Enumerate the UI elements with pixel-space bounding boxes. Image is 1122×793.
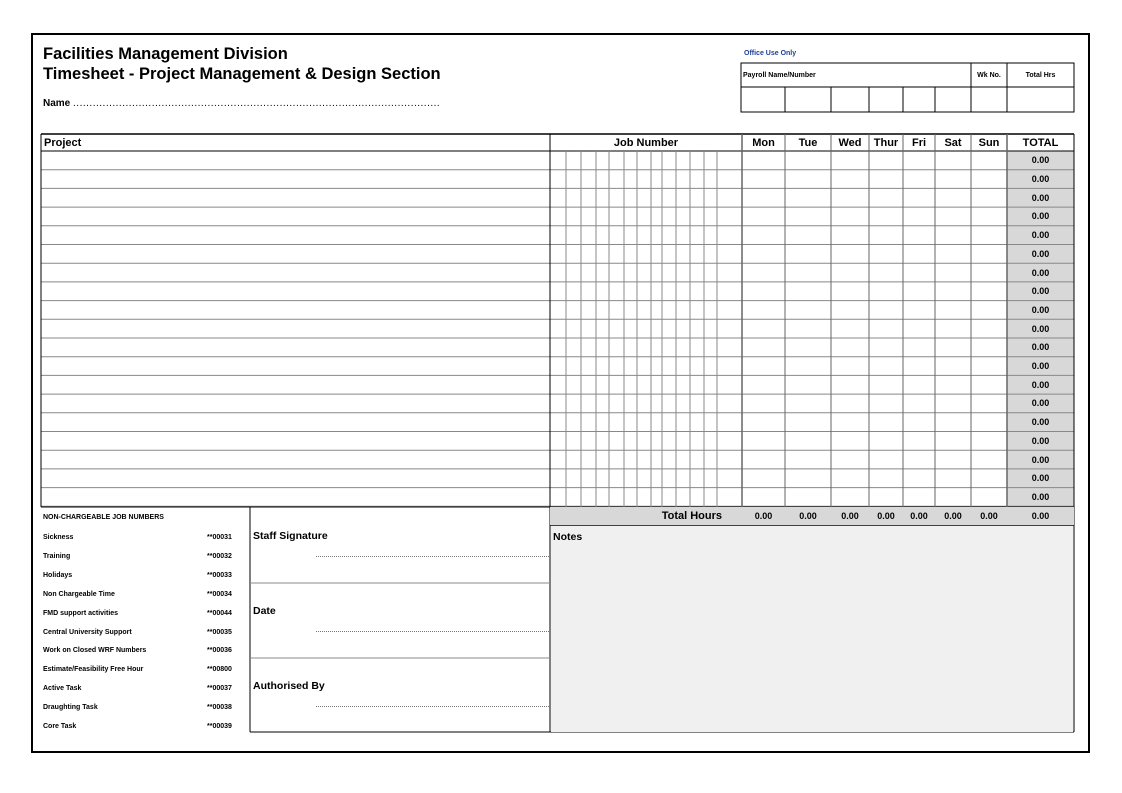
row-total: 0.00 (1031, 267, 1050, 278)
total-header: TOTAL (1022, 136, 1059, 149)
non-chargeable-title: NON-CHARGEABLE JOB NUMBERS (43, 514, 164, 521)
row-total: 0.00 (1031, 398, 1050, 409)
day-total-wed: 0.00 (831, 507, 869, 525)
day-header-fri: Fri (911, 136, 927, 149)
authorised-by-label: Authorised By (253, 680, 325, 692)
row-total: 0.00 (1031, 454, 1050, 465)
non-chargeable-code: **00044 (207, 609, 232, 617)
row-total: 0.00 (1031, 174, 1050, 185)
non-chargeable-code: **00038 (207, 704, 232, 712)
day-header-sun: Sun (978, 136, 1000, 149)
total-hours-label: Total Hours (550, 507, 742, 525)
project-header: Project (44, 136, 82, 149)
notes-label: Notes (553, 531, 583, 543)
day-header-wed: Wed (838, 136, 862, 149)
row-total: 0.00 (1031, 417, 1050, 428)
day-total-thur: 0.00 (869, 507, 903, 525)
non-chargeable-code: **00034 (207, 590, 232, 598)
non-chargeable-code: **00800 (207, 666, 232, 674)
non-chargeable-label: FMD support activities (43, 609, 119, 617)
non-chargeable-code: **00035 (207, 628, 232, 636)
timesheet-title: Timesheet - Project Management & Design Section (43, 65, 441, 83)
day-header-mon: Mon (752, 136, 775, 149)
day-header-thur: Thur (873, 136, 899, 149)
non-chargeable-label: Draughting Task (43, 704, 98, 712)
day-total-mon: 0.00 (742, 507, 785, 525)
row-total: 0.00 (1031, 435, 1050, 446)
day-header-tue: Tue (798, 136, 818, 149)
non-chargeable-label: Active Task (43, 685, 82, 693)
row-total: 0.00 (1031, 491, 1050, 502)
non-chargeable-code: **00032 (207, 552, 232, 560)
payroll-label: Payroll Name/Number (743, 72, 816, 79)
row-total: 0.00 (1031, 286, 1050, 297)
date-label: Date (253, 605, 276, 617)
non-chargeable-label: Non Chargeable Time (43, 590, 115, 598)
name-dots: ................................................................................................................ (73, 98, 441, 109)
notes-area[interactable] (551, 526, 1073, 732)
row-total: 0.00 (1031, 379, 1050, 390)
wk-no-label: Wk No. (977, 71, 1001, 79)
office-use-label: Office Use Only (744, 50, 797, 57)
non-chargeable-code: **00039 (207, 723, 232, 730)
day-total-fri: 0.00 (903, 507, 935, 525)
non-chargeable-label: Holidays (43, 571, 73, 579)
non-chargeable-code: **00033 (207, 571, 232, 579)
staff-signature-line[interactable] (316, 556, 549, 557)
non-chargeable-code: **00036 (207, 647, 232, 655)
division-title: Facilities Management Division (43, 45, 288, 63)
row-total: 0.00 (1031, 230, 1050, 241)
grand-total: 0.00 (1007, 507, 1074, 525)
day-total-sun: 0.00 (971, 507, 1007, 525)
row-total: 0.00 (1031, 248, 1050, 259)
authorised-by-line[interactable] (316, 706, 549, 707)
non-chargeable-label: Estimate/Feasibility Free Hour (43, 666, 144, 674)
row-total: 0.00 (1031, 155, 1050, 166)
total-hrs-label: Total Hrs (1025, 71, 1056, 79)
day-total-tue: 0.00 (785, 507, 831, 525)
row-total: 0.00 (1031, 192, 1050, 203)
row-total: 0.00 (1031, 323, 1050, 334)
name-label: Name (43, 98, 71, 109)
job-number-header: Job Number (613, 136, 679, 149)
day-header-sat: Sat (944, 136, 962, 149)
row-total: 0.00 (1031, 342, 1050, 353)
non-chargeable-label: Central University Support (43, 628, 132, 636)
day-total-sat: 0.00 (935, 507, 971, 525)
staff-signature-label: Staff Signature (253, 530, 328, 542)
non-chargeable-code: **00031 (207, 534, 232, 541)
row-total: 0.00 (1031, 211, 1050, 222)
non-chargeable-label: Core Task (43, 723, 77, 730)
row-total: 0.00 (1031, 361, 1050, 372)
row-total: 0.00 (1031, 304, 1050, 315)
non-chargeable-label: Training (43, 552, 71, 560)
date-line[interactable] (316, 631, 549, 632)
non-chargeable-label: Sickness (43, 534, 74, 541)
non-chargeable-code: **00037 (207, 685, 232, 693)
non-chargeable-label: Work on Closed WRF Numbers (43, 647, 147, 655)
row-total: 0.00 (1031, 473, 1050, 484)
